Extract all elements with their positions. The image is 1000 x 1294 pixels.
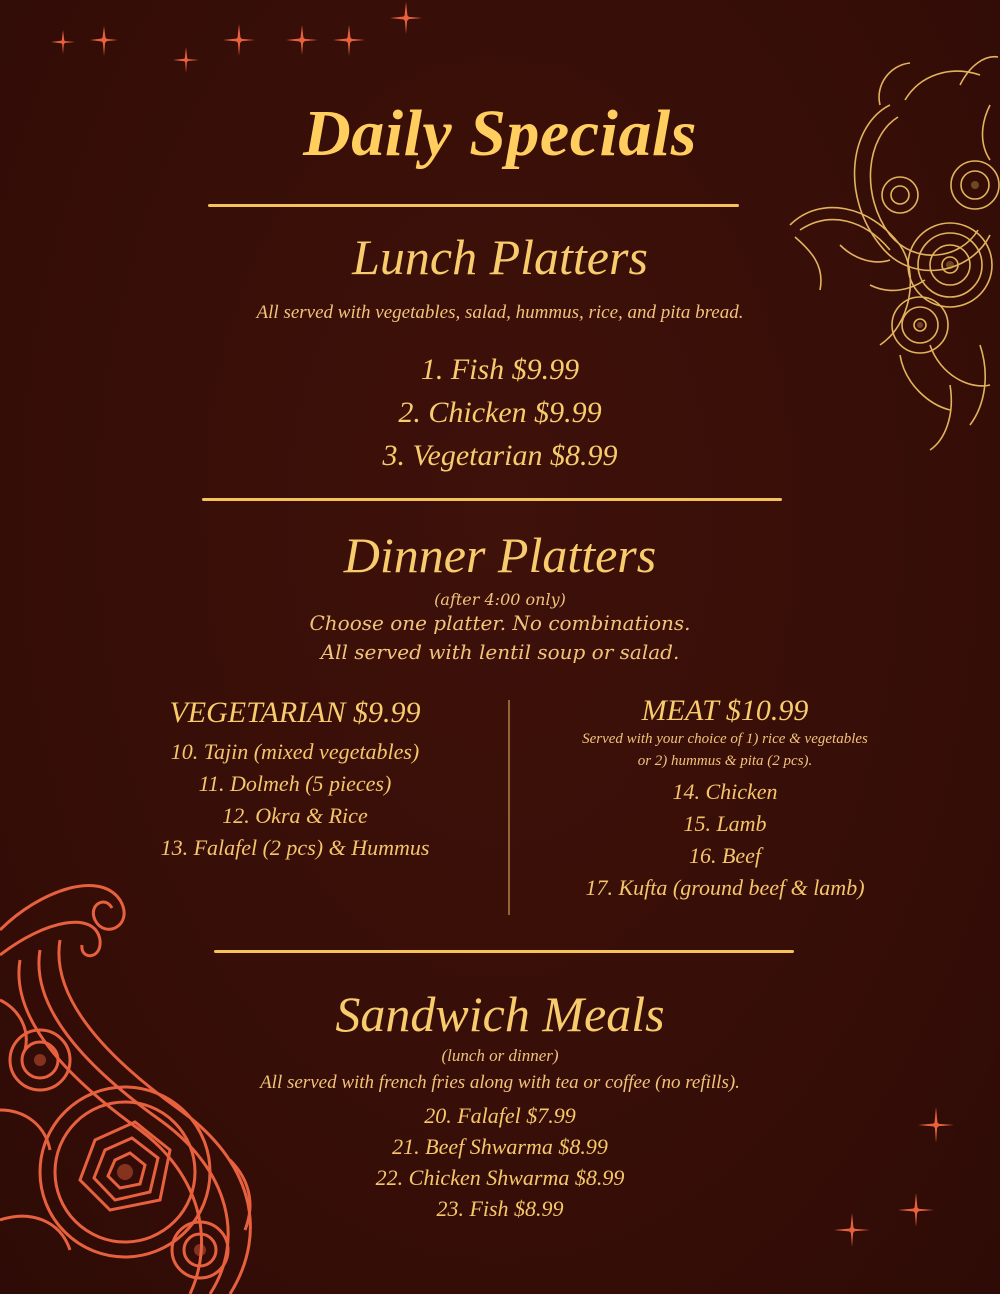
dinner-note-time: (after 4:00 only) xyxy=(434,590,566,609)
meat-column xyxy=(530,694,920,904)
meat-item: 14. Chicken xyxy=(672,779,778,804)
page-title: Daily Specials xyxy=(303,97,697,170)
vegetarian-item: 10. Tajin (mixed vegetables) xyxy=(170,739,420,764)
sandwich-note-time: (lunch or dinner) xyxy=(441,1046,559,1065)
meat-note: Served with your choice of 1) rice & vegetables xyxy=(582,731,868,747)
dinner-heading: Dinner Platters xyxy=(343,527,657,583)
meat-item: 15. Lamb xyxy=(683,811,767,836)
vegetarian-heading: VEGETARIAN $9.99 xyxy=(169,696,421,729)
divider-title xyxy=(208,204,739,207)
vegetarian-item: 11. Dolmeh (5 pieces) xyxy=(198,771,392,796)
sandwich-item: 22. Chicken Shwarma $8.99 xyxy=(375,1165,625,1190)
sandwich-note-served: All served with french fries along with tea or coffee (no refills). xyxy=(260,1072,740,1093)
sandwich-item: 23. Fish $8.99 xyxy=(436,1196,564,1221)
column-divider xyxy=(508,700,510,915)
sandwich-item: 21. Beef Shwarma $8.99 xyxy=(392,1134,608,1159)
meat-note: or 2) hummus & pita (2 pcs). xyxy=(637,753,813,769)
meat-item: 16. Beef xyxy=(688,843,762,868)
vegetarian-column xyxy=(110,696,480,864)
lunch-item: 2. Chicken $9.99 xyxy=(398,396,602,429)
vegetarian-item: 13. Falafel (2 pcs) & Hummus xyxy=(160,835,430,860)
sparkle-stars-top-icon xyxy=(30,0,430,90)
meat-heading: MEAT $10.99 xyxy=(641,694,809,727)
dinner-note-choose: Choose one platter. No combinations. xyxy=(309,611,691,635)
sandwich-heading: Sandwich Meals xyxy=(335,986,665,1042)
lunch-note: All served with vegetables, salad, hummus, rice, and pita bread. xyxy=(256,302,744,323)
divider-dinner xyxy=(214,950,794,953)
lunch-item: 3. Vegetarian $8.99 xyxy=(382,439,618,472)
vegetarian-item: 12. Okra & Rice xyxy=(222,803,368,828)
meat-item: 17. Kufta (ground beef & lamb) xyxy=(585,875,865,900)
lunch-heading: Lunch Platters xyxy=(352,229,648,285)
dinner-note-served: All served with lentil soup or salad. xyxy=(320,640,680,664)
divider-lunch xyxy=(202,498,782,501)
sandwich-item: 20. Falafel $7.99 xyxy=(424,1103,576,1128)
lunch-item: 1. Fish $9.99 xyxy=(420,353,580,386)
